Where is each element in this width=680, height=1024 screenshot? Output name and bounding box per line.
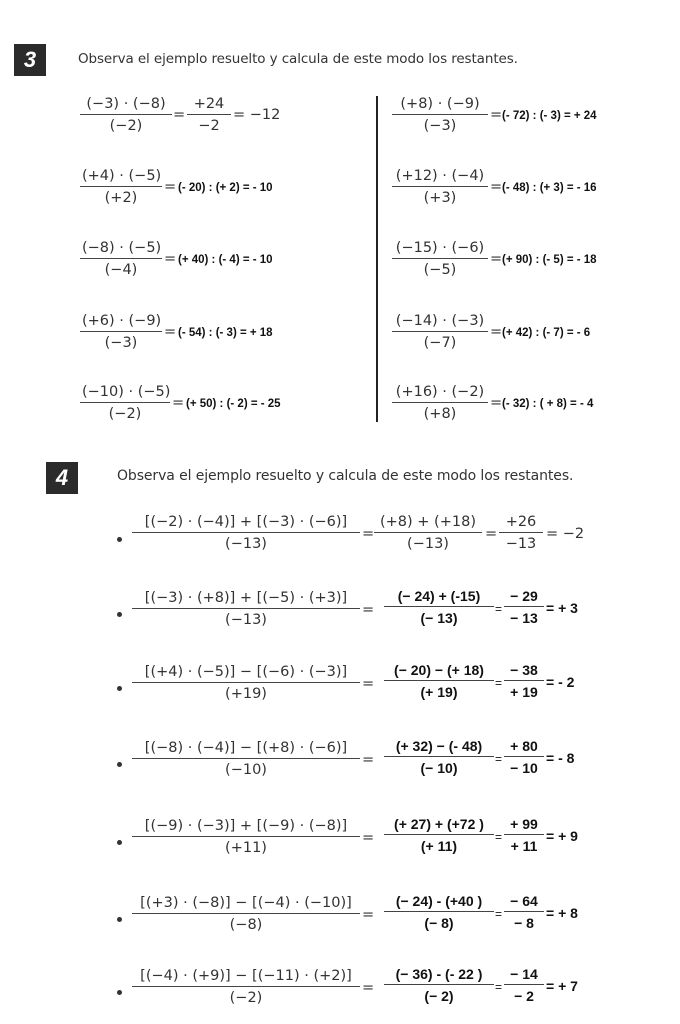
numerator: (+12) · (−4) bbox=[392, 168, 488, 187]
exercise-4-instruction: Observa el ejemplo resuelto y calcula de este modo los restantes. bbox=[117, 468, 574, 484]
ex3-example-step bbox=[187, 96, 231, 134]
ex3-right-problem bbox=[392, 313, 488, 351]
numerator: +26 bbox=[499, 514, 543, 533]
ex3-example-fraction bbox=[80, 96, 172, 134]
denominator: (−4) bbox=[104, 262, 138, 278]
numerator: (−3) · (−8) bbox=[80, 96, 172, 115]
ex4-problem bbox=[132, 740, 360, 778]
denominator: (−13) bbox=[225, 612, 267, 628]
denominator: −13 bbox=[505, 536, 537, 552]
equals-sign: = bbox=[164, 324, 177, 340]
ex4-example-fraction bbox=[132, 514, 360, 552]
numerator: (−14) · (−3) bbox=[392, 313, 488, 332]
denominator: − 2 bbox=[514, 988, 534, 1004]
equals-sign: = bbox=[173, 107, 186, 123]
denominator: (−7) bbox=[423, 335, 457, 351]
handwritten-result: = - 2 bbox=[546, 674, 575, 690]
numerator: [(+4) · (−5)] − [(−6) · (−3)] bbox=[132, 664, 360, 683]
denominator: + 11 bbox=[510, 838, 538, 854]
handwritten-result: = + 7 bbox=[546, 978, 578, 994]
handwritten-answer: (+ 40) : (- 4) = - 10 bbox=[178, 254, 273, 266]
denominator: (+2) bbox=[104, 190, 138, 206]
numerator: +24 bbox=[187, 96, 231, 115]
numerator: (− 20) − (+ 18) bbox=[384, 662, 494, 681]
denominator: (− 10) bbox=[420, 760, 458, 776]
handwritten-answer: (- 48) : (+ 3) = - 16 bbox=[502, 182, 597, 194]
bullet bbox=[117, 686, 122, 691]
denominator: (− 8) bbox=[424, 915, 454, 931]
equals-sign: = bbox=[362, 752, 375, 768]
ex4-example-step1 bbox=[374, 514, 482, 552]
bullet bbox=[117, 537, 122, 542]
numerator: (+4) · (−5) bbox=[80, 168, 162, 187]
ex4-step1-handwritten bbox=[384, 816, 494, 854]
ex4-problem bbox=[132, 590, 360, 628]
numerator: (− 24) + (-15) bbox=[384, 588, 494, 607]
equals-sign: = bbox=[495, 602, 503, 616]
numerator: (− 24) - (+40 ) bbox=[384, 893, 494, 912]
handwritten-answer: (+ 90) : (- 5) = - 18 bbox=[502, 254, 597, 266]
ex3-left-problem bbox=[80, 384, 170, 422]
denominator: (−5) bbox=[423, 262, 457, 278]
denominator: (+19) bbox=[225, 686, 267, 702]
ex4-step2-handwritten bbox=[504, 588, 544, 626]
ex3-left-problem bbox=[80, 240, 162, 278]
numerator: − 29 bbox=[504, 588, 544, 607]
equals-sign: = bbox=[490, 324, 503, 340]
numerator: (+ 32) − (- 48) bbox=[384, 738, 494, 757]
ex4-example-result: = −2 bbox=[546, 526, 585, 542]
exercise-4-badge bbox=[46, 462, 78, 494]
equals-sign: = bbox=[362, 980, 375, 996]
handwritten-result: = + 8 bbox=[546, 905, 578, 921]
denominator: (+3) bbox=[423, 190, 457, 206]
denominator: (− 2) bbox=[424, 988, 454, 1004]
ex3-left-problem bbox=[80, 313, 162, 351]
ex4-step2-handwritten bbox=[504, 966, 544, 1004]
numerator: (−8) · (−5) bbox=[80, 240, 162, 259]
exercise-3-number: 3 bbox=[23, 47, 37, 72]
ex4-problem bbox=[132, 968, 360, 1006]
denominator: (−3) bbox=[104, 335, 138, 351]
numerator: + 80 bbox=[504, 738, 544, 757]
equals-sign: = bbox=[164, 251, 177, 267]
handwritten-answer: (- 72) : (- 3) = + 24 bbox=[502, 110, 597, 122]
equals-sign: = bbox=[362, 907, 375, 923]
numerator: (+16) · (−2) bbox=[392, 384, 488, 403]
ex4-step1-handwritten bbox=[384, 588, 494, 626]
ex3-example-result: = −12 bbox=[233, 107, 281, 123]
denominator: (+11) bbox=[225, 840, 267, 856]
exercise-3-instruction: Observa el ejemplo resuelto y calcula de este modo los restantes. bbox=[78, 51, 518, 67]
ex3-right-problem bbox=[392, 240, 488, 278]
numerator: [(−8) · (−4)] − [(+8) · (−6)] bbox=[132, 740, 360, 759]
equals-sign: = bbox=[172, 395, 185, 411]
bullet bbox=[117, 762, 122, 767]
numerator: [(+3) · (−8)] − [(−4) · (−10)] bbox=[132, 895, 360, 914]
handwritten-result: = + 3 bbox=[546, 600, 578, 616]
denominator: (−2) bbox=[229, 990, 263, 1006]
numerator: (+6) · (−9) bbox=[80, 313, 162, 332]
ex4-step2-handwritten bbox=[504, 816, 544, 854]
ex4-step1-handwritten bbox=[384, 893, 494, 931]
bullet bbox=[117, 990, 122, 995]
numerator: [(−2) · (−4)] + [(−3) · (−6)] bbox=[132, 514, 360, 533]
equals-sign: = bbox=[495, 980, 503, 994]
exercise-3-badge bbox=[14, 44, 46, 76]
ex4-step1-handwritten bbox=[384, 662, 494, 700]
denominator: (−13) bbox=[225, 536, 267, 552]
ex4-example-step2 bbox=[499, 514, 543, 552]
numerator: (− 36) - (- 22 ) bbox=[384, 966, 494, 985]
handwritten-result: = + 9 bbox=[546, 828, 578, 844]
exercise-4-number: 4 bbox=[55, 465, 69, 490]
column-divider bbox=[376, 96, 378, 422]
numerator: (−10) · (−5) bbox=[80, 384, 170, 403]
denominator: (−8) bbox=[229, 917, 263, 933]
numerator: (−15) · (−6) bbox=[392, 240, 488, 259]
equals-sign: = bbox=[490, 179, 503, 195]
numerator: − 64 bbox=[504, 893, 544, 912]
equals-sign: = bbox=[495, 676, 503, 690]
ex4-step2-handwritten bbox=[504, 738, 544, 776]
ex4-step1-handwritten bbox=[384, 738, 494, 776]
ex3-right-problem bbox=[392, 384, 488, 422]
numerator: − 38 bbox=[504, 662, 544, 681]
numerator: (+8) + (+18) bbox=[374, 514, 482, 533]
denominator: (−13) bbox=[407, 536, 449, 552]
ex4-problem bbox=[132, 818, 360, 856]
denominator: (+8) bbox=[423, 406, 457, 422]
denominator: (− 13) bbox=[420, 610, 458, 626]
bullet bbox=[117, 840, 122, 845]
denominator: + 19 bbox=[510, 684, 538, 700]
equals-sign: = bbox=[362, 676, 375, 692]
handwritten-answer: (- 20) : (+ 2) = - 10 bbox=[178, 182, 273, 194]
denominator: (+ 19) bbox=[420, 684, 458, 700]
numerator: [(−3) · (+8)] + [(−5) · (+3)] bbox=[132, 590, 360, 609]
handwritten-answer: (+ 42) : (- 7) = - 6 bbox=[502, 327, 591, 339]
denominator: (−2) bbox=[108, 406, 142, 422]
equals-sign: = bbox=[485, 526, 498, 542]
equals-sign: = bbox=[490, 251, 503, 267]
equals-sign: = bbox=[490, 395, 503, 411]
handwritten-result: = - 8 bbox=[546, 750, 575, 766]
numerator: [(−4) · (+9)] − [(−11) · (+2)] bbox=[132, 968, 360, 987]
denominator: (−10) bbox=[225, 762, 267, 778]
ex4-problem bbox=[132, 895, 360, 933]
ex4-problem bbox=[132, 664, 360, 702]
denominator: (−3) bbox=[423, 118, 457, 134]
denominator: (−2) bbox=[109, 118, 143, 134]
bullet bbox=[117, 612, 122, 617]
ex3-right-problem bbox=[392, 96, 488, 134]
equals-sign: = bbox=[490, 107, 503, 123]
handwritten-answer: (- 54) : (- 3) = + 18 bbox=[178, 327, 273, 339]
handwritten-answer: (- 32) : ( + 8) = - 4 bbox=[502, 398, 594, 410]
equals-sign: = bbox=[495, 752, 503, 766]
denominator: − 8 bbox=[514, 915, 534, 931]
numerator: (+8) · (−9) bbox=[392, 96, 488, 115]
ex3-left-problem bbox=[80, 168, 162, 206]
bullet bbox=[117, 917, 122, 922]
denominator: −2 bbox=[198, 118, 220, 134]
equals-sign: = bbox=[164, 179, 177, 195]
denominator: − 13 bbox=[510, 610, 538, 626]
ex3-right-problem bbox=[392, 168, 488, 206]
equals-sign: = bbox=[362, 602, 375, 618]
denominator: (+ 11) bbox=[420, 838, 458, 854]
equals-sign: = bbox=[495, 907, 503, 921]
numerator: − 14 bbox=[504, 966, 544, 985]
ex4-step1-handwritten bbox=[384, 966, 494, 1004]
numerator: [(−9) · (−3)] + [(−9) · (−8)] bbox=[132, 818, 360, 837]
ex4-step2-handwritten bbox=[504, 893, 544, 931]
numerator: + 99 bbox=[504, 816, 544, 835]
ex4-step2-handwritten bbox=[504, 662, 544, 700]
denominator: − 10 bbox=[510, 760, 538, 776]
equals-sign: = bbox=[362, 526, 375, 542]
handwritten-answer: (+ 50) : (- 2) = - 25 bbox=[186, 398, 281, 410]
equals-sign: = bbox=[495, 830, 503, 844]
equals-sign: = bbox=[362, 830, 375, 846]
numerator: (+ 27) + (+72 ) bbox=[384, 816, 494, 835]
